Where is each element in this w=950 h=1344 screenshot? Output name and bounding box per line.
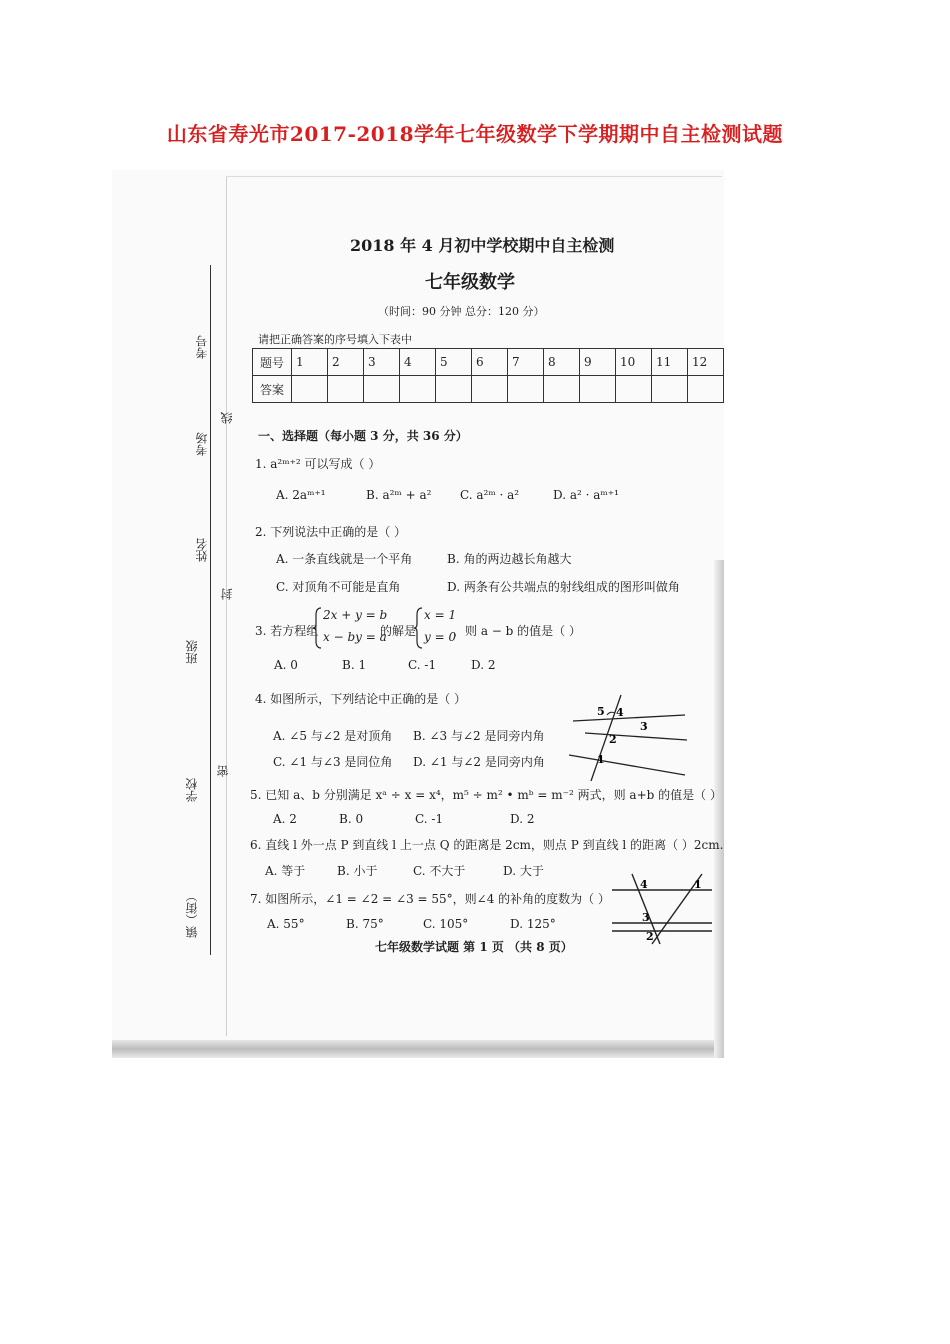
q3-option-d: D. 2 [471, 658, 496, 672]
question-number: 10 [616, 349, 652, 376]
q6-option-d: D. 大于 [503, 864, 544, 878]
q3-solution-x: x = 1 [424, 608, 457, 622]
q1-option-d: D. a² · aᵐ⁺¹ [553, 488, 619, 502]
q2-option-d: D. 两条有公共端点的射线组成的图形叫做角 [447, 580, 680, 594]
answer-cell[interactable] [580, 376, 616, 403]
question-number: 9 [580, 349, 616, 376]
q6-option-b: B. 小于 [337, 864, 378, 878]
q7-option-d: D. 125° [510, 917, 556, 931]
answer-cell[interactable] [508, 376, 544, 403]
q7-option-c: C. 105° [423, 917, 469, 931]
table-row [253, 349, 724, 376]
table-row [253, 376, 724, 403]
question-number: 7 [508, 349, 544, 376]
q6-option-a: A. 等于 [265, 864, 306, 878]
scan-shadow [112, 1040, 724, 1058]
q6-option-c: C. 不大于 [413, 864, 466, 878]
document-title: 山东省寿光市2017-2018学年七年级数学下学期期中自主检测试题 [166, 122, 784, 146]
q2-option-b: B. 角的两边越长角越大 [447, 552, 572, 566]
side-label-banji: 班级 [185, 640, 199, 664]
side-label-xuexiao: 学校 [185, 778, 199, 802]
scan-edge [226, 176, 722, 177]
q7-option-a: A. 55° [267, 917, 305, 931]
q3-system-eq1: 2x + y = b [323, 608, 388, 622]
exam-heading: 2018 年 4 月初中学校期中自主检测 [350, 236, 615, 255]
angle-label: 4 [640, 878, 648, 891]
answer-cell[interactable] [364, 376, 400, 403]
row-label: 题号 [253, 349, 292, 376]
q1-option-b: B. a²ᵐ + a² [366, 488, 432, 502]
scan-shadow [714, 560, 724, 1058]
question-number: 3 [364, 349, 400, 376]
q5-option-b: B. 0 [339, 812, 364, 826]
q3-option-c: C. -1 [408, 658, 437, 672]
q4-option-c: C. ∠1 与∠3 是同位角 [273, 755, 393, 769]
exam-subject: 七年级数学 [425, 272, 515, 293]
q2-option-c: C. 对顶角不可能是直角 [276, 580, 401, 594]
brace-icon [414, 607, 424, 649]
question-number: 1 [292, 349, 328, 376]
figure-q7 [610, 868, 715, 946]
angle-label: 5 [597, 705, 605, 718]
answer-cell[interactable] [544, 376, 580, 403]
answer-cell[interactable] [688, 376, 724, 403]
time-info: （时间：90 分钟 总分：120 分） [378, 305, 545, 318]
q2-stem: 2. 下列说法中正确的是（ ） [255, 525, 407, 539]
q3-stem-pre: 3. 若方程组 [255, 624, 319, 638]
q4-stem: 4. 如图所示，下列结论中正确的是（ ） [255, 692, 467, 706]
angle-label: 4 [616, 706, 624, 719]
answer-cell[interactable] [292, 376, 328, 403]
section-heading: 一、选择题（每小题 3 分，共 36 分） [258, 429, 468, 443]
question-number: 12 [688, 349, 724, 376]
figure-line [585, 733, 687, 740]
side-label-mi: 密 [216, 765, 230, 777]
q5-option-a: A. 2 [273, 812, 297, 826]
binding-line [210, 265, 211, 955]
angle-label: 3 [640, 720, 648, 733]
scan-edge [226, 176, 227, 1036]
angle-label: 2 [646, 930, 654, 943]
row-label: 答案 [253, 376, 292, 403]
q3-option-b: B. 1 [342, 658, 367, 672]
q1-stem: 1. a²ᵐ⁺² 可以写成（ ） [255, 457, 381, 471]
answer-cell[interactable] [616, 376, 652, 403]
q2-option-a: A. 一条直线就是一个平角 [276, 552, 413, 566]
answer-cell[interactable] [328, 376, 364, 403]
side-label-zhen: 镇（街） [185, 890, 199, 938]
answer-cell[interactable] [400, 376, 436, 403]
question-number: 8 [544, 349, 580, 376]
side-label-xingming: 姓名 [195, 538, 209, 562]
angle-label: 2 [609, 733, 617, 746]
q3-mid: 的解是 [380, 624, 417, 638]
question-number: 6 [472, 349, 508, 376]
page-footer: 七年级数学试题 第 1 页 （共 8 页） [375, 940, 573, 954]
angle-label: 1 [597, 753, 605, 766]
angle-label: 1 [694, 878, 702, 891]
q3-stem-post: ，则 a − b 的值是（ ） [453, 624, 581, 638]
answer-cell[interactable] [652, 376, 688, 403]
side-label-feng: 封 [220, 588, 234, 600]
figure-line [569, 755, 685, 775]
figure-q4 [565, 693, 690, 783]
brace-icon [313, 607, 323, 649]
q5-stem: 5. 已知 a、b 分别满足 xᵃ ÷ x = x⁴，m⁵ ÷ m² • mᵇ = m⁻² 两式，则 a+b 的值是（ ） [250, 788, 722, 802]
q1-option-c: C. a²ᵐ · a² [460, 488, 520, 502]
q3-system-eq2: x − by = a [323, 630, 387, 644]
q4-option-d: D. ∠1 与∠2 是同旁内角 [413, 755, 545, 769]
q7-option-b: B. 75° [346, 917, 384, 931]
q4-option-b: B. ∠3 与∠2 是同旁内角 [413, 729, 545, 743]
q6-stem: 6. 直线 l 外一点 P 到直线 l 上一点 Q 的距离是 2cm，则点 P 到直线 l 的距离（ ）2cm. [250, 838, 724, 852]
side-label-xian: 线 [220, 412, 234, 424]
q5-option-c: C. -1 [415, 812, 444, 826]
side-label-kaohao: 考号 [195, 335, 209, 359]
answer-table [252, 348, 724, 403]
figure-line [573, 715, 685, 721]
answer-cell[interactable] [472, 376, 508, 403]
table-instruction: 请把正确答案的序号填入下表中 [258, 333, 412, 346]
q5-option-d: D. 2 [510, 812, 535, 826]
q1-option-a: A. 2aᵐ⁺¹ [276, 488, 326, 502]
q7-stem: 7. 如图所示，∠1 = ∠2 = ∠3 = 55°，则∠4 的补角的度数为（ ） [250, 892, 610, 906]
question-number: 2 [328, 349, 364, 376]
question-number: 4 [400, 349, 436, 376]
question-number: 11 [652, 349, 688, 376]
q4-option-a: A. ∠5 与∠2 是对顶角 [273, 729, 393, 743]
q3-option-a: A. 0 [274, 658, 298, 672]
side-label-kaochang: 考场 [195, 432, 209, 456]
angle-label: 3 [642, 911, 650, 924]
q3-solution-y: y = 0 [424, 630, 457, 644]
question-number: 5 [436, 349, 472, 376]
answer-cell[interactable] [436, 376, 472, 403]
